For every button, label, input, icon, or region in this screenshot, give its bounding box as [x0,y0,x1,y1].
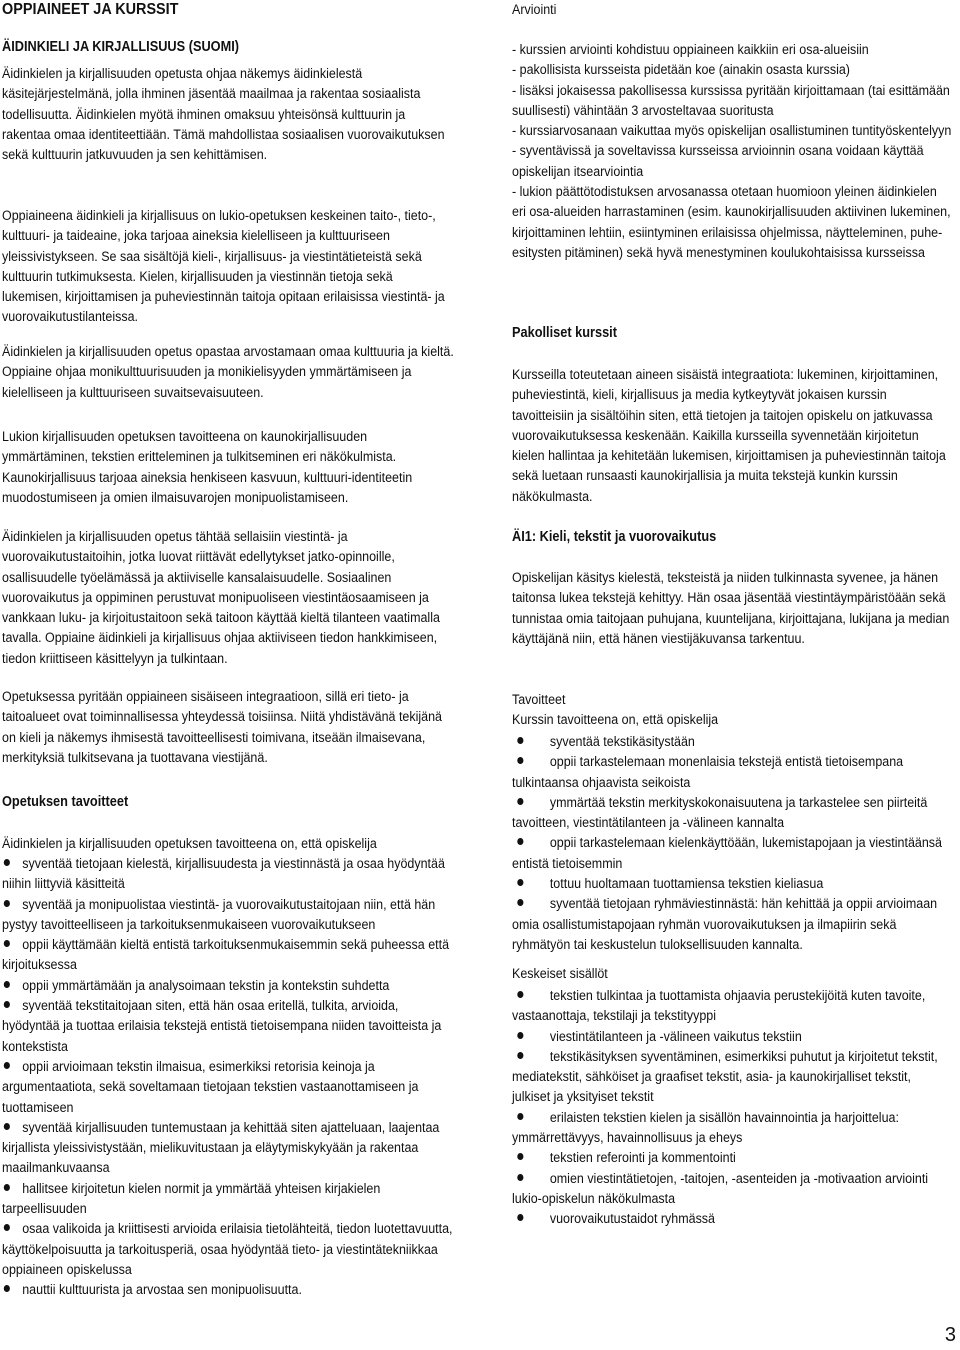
course-text: Opiskelijan käsitys kielestä, teksteistä ja niiden tulkinnasta syvenee, ja hänen taitonsa lukea tekstejä kehittyy. Hän osaa jäsentää viestintäympäristöään sekä tunnistaa omia taitojaan puhujana, kuuntelijana, kirjoittajana, lukijana ja median käyttäjänä niin, että hänen viestijäkuvansa tarkentuu. [512,570,950,647]
bullet-icon [517,838,523,845]
list-item: osaa valikoida ja kriittisesti arvioida erilaisia tietolähteitä, tiedon luotettavuutta, käyttökelpoisuutta ja tarkoitusperiä, osaa hyödyntää tieto- ja viestintätekniikkaa oppiaineen opiskelussa [2,1221,453,1278]
bullet-icon [517,1153,523,1160]
bullet-icon [517,991,523,998]
bullet-icon [4,1184,10,1191]
bullet-icon [4,859,10,866]
goals-list [2,854,454,1301]
paragraph-2: Oppiaineena äidinkieli ja kirjallisuus on lukio-opetuksen keskeinen taito-, tieto-, kulttuuri- ja taideaine, joka tarjoaa aineksia kielelliseen ja kulttuuriseen yleissivistykseen. Se saa sisältöjä kieli-, kirjallisuus- ja viestintätieteistä sekä kulttuurin tutkimuksesta. Kielen, kirjallisuuden ja viestinnän tietoja sekä lukemisen, kirjoittamisen ja puheviestinnän taitoja opitaan erilaisissa viestintä- ja vuorovaikutustilanteissa. [2,208,445,326]
list-item: oppii tarkastelemaan kielenkäyttöään, lukemistapojaan ja viestintäänsä entistä tietoisemmin [512,835,942,872]
list-item: syventää tietojaan kielestä, kirjallisuudesta ja viestinnästä ja osaa hyödyntää niihin liittyviä käsitteitä [2,856,445,893]
mandatory-heading: Pakolliset kurssit [512,325,617,341]
list-item: syventää tekstikäsitystään [512,732,952,752]
page-number: 3 [944,1324,956,1346]
bullet-icon [4,1123,10,1130]
paragraph-5: Äidinkielen ja kirjallisuuden opetus tähtää sellaisiin viestintä- ja vuorovaikutustaitoihin, jotka luovat riittävät edellytykset jatko-opinnoille, osallisuudelle työelämässä ja aktiiviselle kansalaisuudelle. Sosiaalinen vuorovaikutus ja oppiminen perustuvat monipuoliseen viestintäosaamiseen ja vankkaan luku- ja kirjoitustaitoon sekä taitoon käyttää kieltä tilanteen vaatimalla tavalla. Oppiaine äidinkieli ja kirjallisuus ohjaa aktiiviseen tiedon hankkimiseen, tiedon kriittiseen käsittelyyn ja tulkintaan. [2,529,440,667]
page-title: OPPIAINEET JA KURSSIT [2,1,179,18]
bullet-icon [517,1214,523,1221]
paragraph-3: Äidinkielen ja kirjallisuuden opetus opastaa arvostamaan omaa kulttuuria ja kieltä. Oppiaine ohjaa monikulttuurisuuden ja monikielisyyden ymmärtämiseen ja kielelliseen ja kulttuuriseen suvaitsevaisuuteen. [2,344,454,401]
bullet-icon [517,1052,523,1059]
paragraph-1: Äidinkielen ja kirjallisuuden opetusta ohjaa näkemys äidinkielestä käsitejärjestelmänä, jolla ihminen jäsentää maailmaa ja rakentaa sosiaalista todellisuutta. Äidinkielen myötä ihminen omaksuu yhteisönsä kulttuurin ja rakentaa omaa identiteettiään. Tämä mahdollistaa sosiaalisen vuorovaikutuksen sekä kulttuurin jatkuvuuden ja sen kehittämisen. [2,66,445,164]
bullet-icon [4,1224,10,1231]
list-item: - kurssien arviointi kohdistuu oppiaineen kaikkiin eri osa-alueisiin [512,42,869,58]
course-goals-label: Tavoitteet [512,692,566,708]
bullet-icon [4,900,10,907]
list-item: - lisäksi jokaisessa pakollisessa kurssissa pyritään kirjoittamaan (tai esittämään suullisesti) vähintään 3 arvosteltavaa suoritusta [512,82,950,119]
contents-list [512,986,952,1230]
list-item: erilaisten tekstien kielen ja sisällön havainnointia ja harjoittelua: ymmärrettävyys, havainnollisuus ja eheys [512,1109,899,1147]
course-goals-intro: Kurssin tavoitteena on, että opiskelija [512,712,719,728]
list-item: oppii tarkastelemaan monenlaisia tekstejä entistä tietoisempana tulkintaansa ohjaavista seikoista [512,754,904,791]
list-item: - pakollisista kursseista pidetään koe (ainakin osasta kurssia) [512,62,850,79]
list-item: omien viestintätietojen, -taitojen, -asenteiden ja -motivaation arviointi lukio-opiskelun näkökulmasta [512,1170,929,1207]
list-item: syventää kirjallisuuden tuntemustaan ja kehittää siten ajatteluaan, laajentaa kirjallista yleissivistystään, mielikuvitustaan ja eläytymiskykyään ja rakentaa maailmankuvaansa [2,1119,440,1177]
goals-intro: Äidinkielen ja kirjallisuuden opetuksen tavoitteena on, että opiskelija [2,836,377,852]
contents-label: Keskeiset sisällöt [512,966,608,982]
list-item: - lukion päättötodistuksen arvosanassa otetaan huomioon yleinen äidinkielen eri osa-alueiden harrastaminen (esim. kaunokirjallisuuden aktiivinen lukeminen, kirjoittaminen lehtiin, esiintyminen erilaisissa ohjelmissa, näytteleminen, puhe-esitysten pitäminen) sekä hyvä menestyminen koulukohtaisissa kursseissa [512,184,951,261]
subject-heading: ÄIDINKIELI JA KIRJALLISUUS (SUOMI) [2,39,240,55]
bullet-icon [517,1113,523,1120]
list-item: hallitsee kirjoitetun kielen normit ja ymmärtää yhteisen kirjakielen tarpeellisuuden [2,1180,381,1218]
list-item: tekstien referointi ja kommentointi [512,1148,952,1168]
list-item: oppii käyttämään kieltä entistä tarkoituksenmukaisemmin sekä puheessa että kirjoituksessa [2,937,450,974]
bullet-icon [517,737,523,744]
list-item: ymmärtää tekstin merkityskokonaisuutena ja tarkastelee sen piirteitä tavoitteen, viestintätilanteen ja -välineen kannalta [512,794,928,832]
bullet-icon [4,1001,10,1008]
mandatory-text: Kursseilla toteutetaan aineen sisäistä integraatiota: lukeminen, kirjoittaminen, puheviestintä, kieli, kirjallisuus ja media kytkeytyvät jokaisen kurssin tavoitteisiin ja sisältöihin siten, että tietojen ja taitojen opiskelu on jatkuvassa vuorovaikutuksessa keskenään. Kaikilla kursseilla syvennetään kirjoitetun kielen hallintaa ja kehitetään lukemisen, kirjoittamisen ja puheviestinnän taitoja sekä luetaan runsaasti kaunokirjallisia ja muita tekstejä kunkin kurssin näkökulmasta. [512,367,946,505]
bullet-icon [4,1285,10,1292]
list-item: - kurssiarvosanaan vaikuttaa myös opiskelijan osallistuminen tuntityöskentelyyn [512,123,952,140]
course-goals-list [512,732,952,955]
list-item: tekstien tulkintaa ja tuottamista ohjaavia perustekijöitä kuten tavoite, vastaanottaja, tekstilaji ja tekstityyppi [512,988,926,1025]
course-heading: ÄI1: Kieli, tekstit ja vuorovaikutus [512,529,717,545]
bullet-icon [517,899,523,906]
bullet-icon [517,757,523,764]
list-item: syventää ja monipuolistaa viestintä- ja vuorovaikutustaitojaan niin, että hän pystyy tavoitteelliseen ja tarkoituksenmukaiseen vuorovaikutukseen [2,896,436,933]
list-item: syventää tietojaan ryhmäviestinnästä: hän kehittää ja oppii arvioimaan omia osallistumistapojaan ryhmän vuorovaikutuksen ja ilmapiirin sekä ryhmätyön tai keskustelun tuloksellisuuden kannalta. [512,896,938,953]
list-item: oppii arvioimaan tekstin ilmaisua, esimerkiksi retorisia keinoja ja argumentaatiota, sekä soveltamaan tietojaan tekstien vastaanottamiseen ja tuottamiseen [2,1058,419,1116]
bullet-icon [517,798,523,805]
paragraph-4: Lukion kirjallisuuden opetuksen tavoitteena on kaunokirjallisuuden ymmärtäminen, tekstien eritteleminen ja tulkitseminen eri näkökulmista. Kaunokirjallisuus tarjoaa aineksia henkiseen kasvuun, kulttuuri-identiteetin muodostumiseen ja omien ilmaisuvarojen monipuolistamiseen. [2,429,413,506]
paragraph-6: Opetuksessa pyritään oppiaineen sisäiseen integraatioon, sillä eri tieto- ja taitoalueet ovat toiminnallisessa yhteydessä toisiinsa. Niitä yhdistävänä tekijänä on kieli ja näkemys ihmisestä tavoitteellisesti toimivana, itseään ilmaisevana, merkityksiä tulkitsevana ja tuottavana viestijänä. [2,689,442,766]
bullet-icon [4,940,10,947]
goals-heading: Opetuksen tavoitteet [2,794,129,810]
bullet-icon [517,1174,523,1181]
assessment-list [512,40,952,263]
list-item: nauttii kulttuurista ja arvostaa sen monipuolisuutta. [2,1280,454,1300]
list-item: syventää tekstitaitojaan siten, että hän osaa eritellä, tulkita, arvioida, hyödyntää ja tuottaa erilaisia tekstejä entistä tietoisempana niiden tavoitteista ja kontekstista [2,998,442,1055]
bullet-icon [4,1062,10,1069]
list-item: - syventävissä ja soveltavissa kursseissa arvioinnin osana voidaan käyttää opiskelijan itsearviointia [512,143,924,180]
bullet-icon [517,1032,523,1039]
list-item: vuorovaikutustaidot ryhmässä [512,1209,952,1229]
bullet-icon [4,981,10,988]
list-item: viestintätilanteen ja -välineen vaikutus tekstiin [512,1027,952,1047]
list-item: tekstikäsityksen syventäminen, esimerkiksi puhutut ja kirjoitetut tekstit, mediatekstit, sähköiset ja graafiset tekstit, asia- ja kaunokirjalliset tekstit, julkiset ja yksityiset tekstit [512,1048,938,1106]
list-item: oppii ymmärtämään ja analysoimaan tekstin ja kontekstin suhdetta [2,976,454,996]
list-item: tottuu huoltamaan tuottamiensa tekstien kieliasua [512,874,952,894]
assessment-heading: Arviointi [512,2,557,18]
bullet-icon [517,879,523,886]
